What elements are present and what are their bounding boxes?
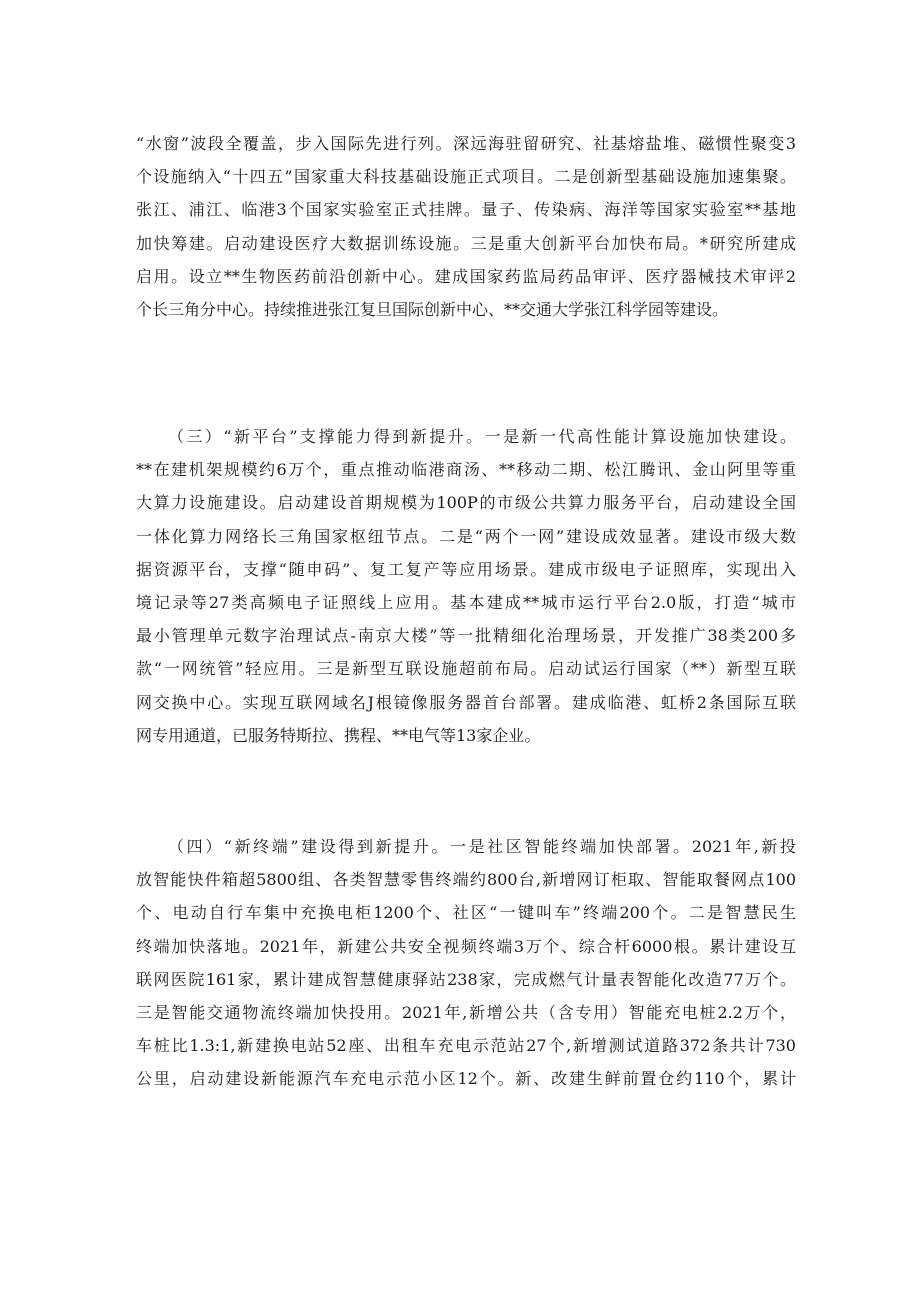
paragraph-line: **在建机架规模约6万个，重点推动临港商汤、**移动二期、松江腾讯、金山阿里等重 [136,460,796,480]
paragraph-line: 放智能快件箱超5800组、各类智慧零售终端约800台,新增网订柜取、智能取餐网点100 [136,870,796,890]
paragraph-line: 加快筹建。启动建设医疗大数据训练设施。三是重大创新平台加快布局。*研究所建成 [136,233,796,253]
paragraph-new-terminal [136,830,796,1096]
paragraph-infrastructure [136,127,796,326]
paragraph-line: 终端加快落地。2021年，新建公共安全视频终端3万个、综合杆6000根。累计建设互 [136,936,796,956]
paragraph-line: 个、电动自行车集中充换电柜1200个、社区“一键叫车”终端200个。二是智慧民生 [136,903,796,923]
paragraph-line: 个长三角分中心。持续推进张江复旦国际创新中心、**交通大学张江科学园等建设。 [136,299,729,319]
paragraph-line: 启用。设立**生物医药前沿创新中心。建成国家药监局药品审评、医疗器械技术审评2 [136,266,796,286]
paragraph-heading-line: （三）“新平台”支撑能力得到新提升。一是新一代高性能计算设施加快建设。 [168,427,796,446]
paragraph-line: 车桩比1.3:1,新建换电站52座、出租车充电示范站27个,新增测试道路372条共计730 [136,1036,796,1056]
paragraph-line: 境记录等27类高频电子证照线上应用。基本建成**城市运行平台2.0版，打造“城市 [136,592,796,612]
paragraph-line: 据资源平台，支撑“随申码”、复工复产等应用场景。建成市级电子证照库，实现出入 [136,559,796,579]
paragraph-new-platform [136,420,796,752]
paragraph-line: 公里，启动建设新能源汽车充电示范小区12个。新、改建生鲜前置仓约110个，累计 [136,1069,796,1089]
paragraph-line: 一体化算力网络长三角国家枢纽节点。二是“两个一网”建设成效显著。建设市级大数 [136,526,796,546]
paragraph-line: “水窗”波段全覆盖，步入国际先进行列。深远海驻留研究、社基熔盐堆、磁惯性聚变3 [136,134,796,153]
paragraph-line: 张江、浦江、临港3个国家实验室正式挂牌。量子、传染病、海洋等国家实验室**基地 [136,200,796,220]
paragraph-line: 大算力设施建设。启动建设首期规模为100P的市级公共算力服务平台，启动建设全国 [136,493,796,513]
paragraph-line: 网交换中心。实现互联网域名J根镜像服务器首台部署。建成临港、虹桥2条国际互联 [136,692,796,712]
paragraph-line: 最小管理单元数字治理试点-南京大楼”等一批精细化治理场景，开发推广38类200多 [136,626,796,646]
paragraph-line: 个设施纳入“十四五”国家重大科技基础设施正式项目。二是创新型基础设施加速集聚。 [136,167,796,187]
paragraph-line: 款“一网统管”轻应用。三是新型互联设施超前布局。启动试运行国家（**）新型互联 [136,659,796,679]
paragraph-heading-line: （四）“新终端”建设得到新提升。一是社区智能终端加快部署。2021年,新投 [168,837,796,856]
paragraph-line: 网专用通道，已服务特斯拉、携程、**电气等13家企业。 [136,725,541,745]
paragraph-line: 三是智能交通物流终端加快投用。2021年,新增公共（含专用）智能充电桩2.2万个， [136,1002,796,1022]
paragraph-line: 联网医院161家，累计建成智慧健康驿站238家，完成燃气计量表智能化改造77万个。 [136,969,796,989]
